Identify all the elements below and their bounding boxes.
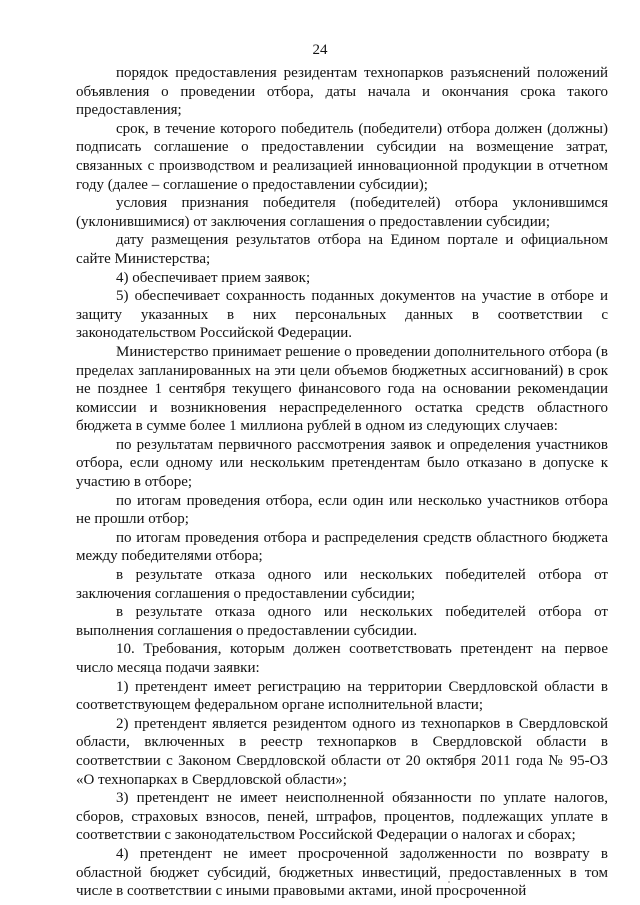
paragraph-additional-selection: Министерство принимает решение о проведении дополнительного отбора (в пределах запланированных на эти цели объемов бюджетных ассигнований) в срок не позднее 1 сентября текущего финансового года на основании рекомендации комиссии и возникновения нераспределенного остатка средств областного бюджета в сумме более 1 миллиона рублей в одном из следующих случаев: — [76, 343, 608, 435]
paragraph-requirement-3: 3) претендент не имеет неисполненной обязанности по уплате налогов, сборов, страховых взносов, пеней, штрафов, процентов, подлежащих уплате в соответствии с законодательством Российской Федерации о налогах и сборах; — [76, 790, 608, 844]
paragraph-requirement-1: 1) претендент имеет регистрацию на территории Свердловской области в соответствующем федеральном органе исполнительной власти; — [76, 678, 608, 714]
paragraph-requirement-4: 4) претендент не имеет просроченной задолженности по возврату в областной бюджет субсидий, бюджетных инвестиций, предоставленных в том числе в соответствии с иными правовыми актами, иной просроченной — [76, 845, 608, 900]
scan-speck — [448, 881, 450, 883]
page-number: 24 — [312, 42, 328, 58]
paragraph-item-4: 4) обеспечивает прием заявок; — [116, 269, 311, 286]
paragraph-item-5: 5) обеспечивает сохранность поданных документов на участие в отборе и защиту указанных в них персональных данных в соответствии с законодательством Российской Федерации. — [76, 288, 608, 342]
paragraph-agreement-signing-term: срок, в течение которого победитель (победители) отбора должен (должны) подписать соглашение о предоставлении субсидии на возмещение затрат, связанных с производством и реализацией инновационной продукции в отчетном году (далее – соглашение о предоставлении субсидии); — [76, 120, 608, 193]
paragraph-case-initial-review: по результатам первичного рассмотрения заявок и определения участников отбора, если одному или нескольким претендентам было отказано в допуске к участию в отборе; — [76, 436, 608, 491]
paragraph-section-10-requirements: 10. Требования, которым должен соответствовать претендент на первое число месяца подачи заявки: — [76, 641, 608, 676]
paragraph-case-distribution: по итогам проведения отбора и распределения средств областного бюджета между победителями отбора; — [76, 529, 608, 565]
paragraph-announcement-clarification: порядок предоставления резидентам технопарков разъяснений положений объявления о проведении отбора, даты начала и окончания срока такого предоставления; — [76, 65, 608, 119]
paragraph-evasion-conditions: условия признания победителя (победителей) отбора уклонившимся (уклонившимися) от заключения соглашения о предоставлении субсидии; — [76, 195, 608, 230]
paragraph-results-publication-date: дату размещения результатов отбора на Едином портале и официальном сайте Министерства; — [76, 232, 608, 267]
paragraph-case-refusal-execution: в результате отказа одного или нескольких победителей отбора от выполнения соглашения о предоставлении субсидии. — [76, 604, 608, 639]
paragraph-requirement-2: 2) претендент является резидентом одного из технопарков в Свердловской области, включенных в реестр технопарков в Свердловской области в соответствии с Законом Свердловской области от 20 октября 2011 года № 95-ОЗ «О технопарках в Свердловской области»; — [76, 715, 608, 788]
document-body — [76, 64, 608, 901]
paragraph-case-not-passed: по итогам проведения отбора, если один или несколько участников отбора не прошли отбор; — [76, 492, 608, 528]
paragraph-case-refusal-conclusion: в результате отказа одного или нескольких победителей отбора от заключения соглашения о предоставлении субсидии; — [76, 567, 608, 602]
